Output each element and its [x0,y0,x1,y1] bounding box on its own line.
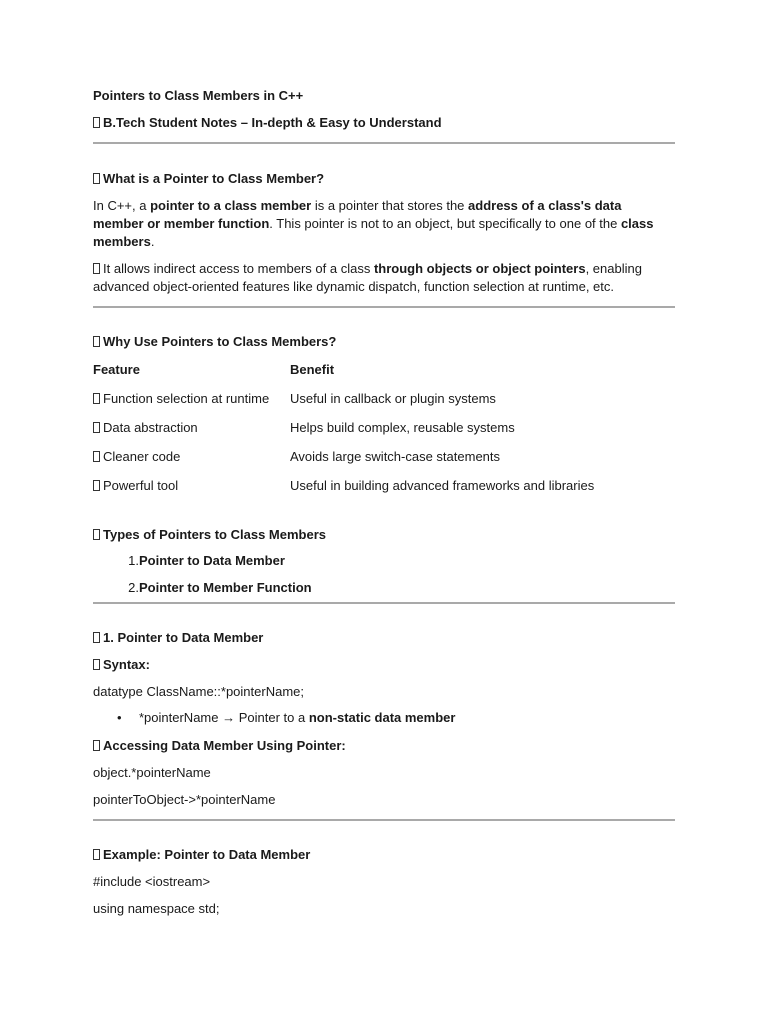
missing-glyph-icon [93,849,100,860]
missing-glyph-icon [93,480,100,491]
access-heading: Accessing Data Member Using Pointer: [93,737,675,755]
column-header-feature: Feature [93,362,140,377]
divider [93,142,675,144]
list-item: 1. Pointer to Data Member [128,553,285,568]
document-title: Pointers to Class Members in C++ [93,88,304,103]
document-subtitle [93,114,675,132]
divider [93,819,675,821]
benefits-table [93,362,675,507]
section-heading-what: What is a Pointer to Class Member? [93,170,675,188]
column-header-benefit: Benefit [290,362,335,377]
table-row: Data abstraction Helps build complex, reusable systems [93,420,675,449]
types-list [93,553,675,600]
list-item: 2. Pointer to Member Function [128,580,312,595]
what-paragraph-1: In C++, a pointer to a class member is a pointer that stores the address of a class's data member or member function. This pointer is not to an object, but specifically to one of the class members. [93,198,654,249]
missing-glyph-icon [93,263,100,274]
missing-glyph-icon [93,173,100,184]
divider [93,602,675,604]
missing-glyph-icon [93,632,100,643]
code-line-1: #include <iostream> [93,874,211,889]
missing-glyph-icon [93,529,100,540]
missing-glyph-icon [93,393,100,404]
section-heading-why: Why Use Pointers to Class Members? [93,333,675,351]
table-row: Cleaner code Avoids large switch-case statements [93,449,675,478]
table-row: Function selection at runtime Useful in callback or plugin systems [93,391,675,420]
syntax-line: datatype ClassName::*pointerName; [93,684,304,699]
table-row: Powerful tool Useful in building advanced frameworks and libraries [93,478,675,507]
missing-glyph-icon [93,451,100,462]
bullet-item: • *pointerName → Pointer to a non-static data member [93,710,675,737]
missing-glyph-icon [93,422,100,433]
document-page [93,87,675,918]
access-line-2: pointerToObject->*pointerName [93,792,276,807]
divider [93,306,675,308]
missing-glyph-icon [93,336,100,347]
section-heading-types: Types of Pointers to Class Members [93,526,675,544]
section-heading-data-member: 1. Pointer to Data Member [93,629,675,647]
missing-glyph-icon [93,740,100,751]
subtitle-text: B.Tech Student Notes – In-depth & Easy to Understand [103,115,442,130]
what-paragraph-2: It allows indirect access to members of a class through objects or object pointers, enabling advanced object-oriented features like dynamic dispatch, function selection at runtime, etc. [93,261,642,294]
access-line-1: object.*pointerName [93,765,211,780]
bullet-icon: • [117,710,122,725]
section-heading-example: Example: Pointer to Data Member [93,846,675,864]
missing-glyph-icon [93,117,100,128]
code-line-2: using namespace std; [93,901,220,916]
missing-glyph-icon [93,659,100,670]
table-header-row [93,362,675,391]
syntax-heading: Syntax: [93,656,675,674]
